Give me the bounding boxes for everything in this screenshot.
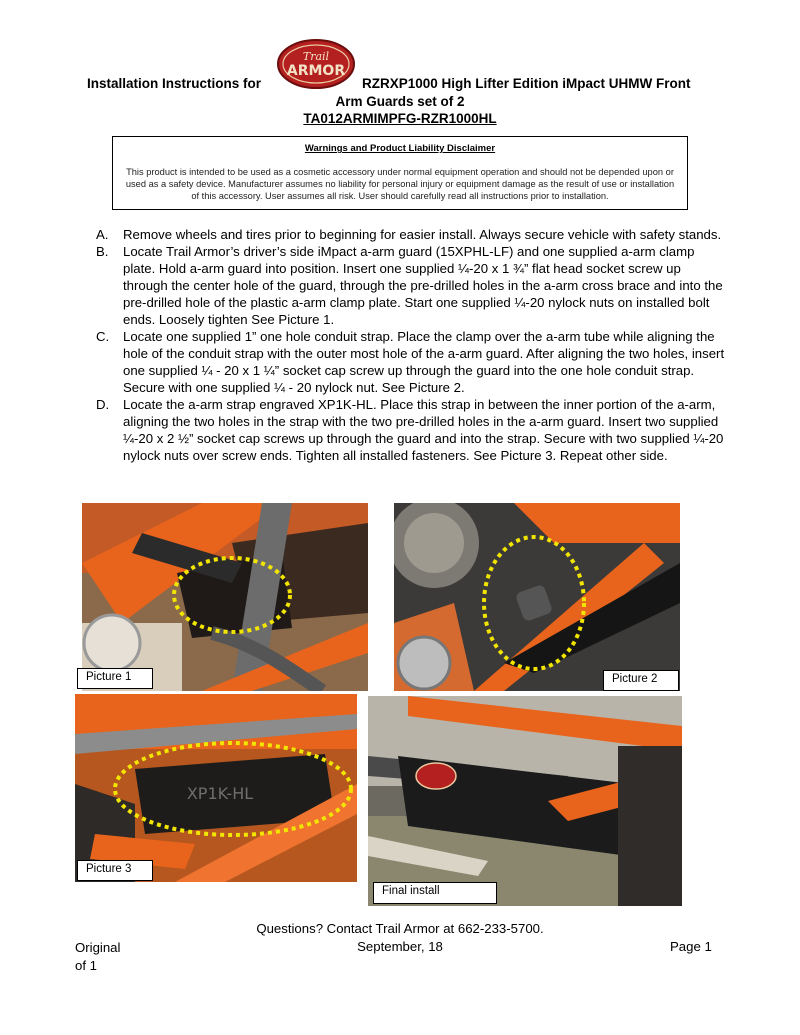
step-c xyxy=(96,328,726,396)
header-left-text: Installation Instructions for xyxy=(87,76,262,91)
contact-line: Questions? Contact Trail Armor at 662-233-5700. xyxy=(256,921,544,936)
part-number: TA012ARMIMPFG-RZR1000HL xyxy=(303,111,497,126)
final-install-photo xyxy=(368,696,682,906)
picture-2-photo xyxy=(394,503,680,691)
step-text: Remove wheels and tires prior to beginning for easier install. Always secure vehicle with safety stands. xyxy=(123,227,722,242)
step-letter: B. xyxy=(96,244,109,259)
picture-3-photo xyxy=(75,694,357,882)
footer-of-text: of 1 xyxy=(75,958,97,973)
step-b xyxy=(96,243,726,328)
step-d xyxy=(96,396,726,464)
disclaimer-box xyxy=(112,136,688,210)
step-letter: C. xyxy=(96,329,110,344)
step-text: Locate Trail Armor’s driver’s side iMpact a-arm guard (15XPHL-LF) and one supplied a-arm clamp plate. Hold a-arm guard into position. Insert one supplied ¼-20 x 1 ¾” flat head socket screw up through the center hole of the guard, through the pre-drilled holes in the a-arm cross brace and into the pre-drilled hole of the plastic a-arm clamp plate. Start one supplied ¼-20 nylock nuts on installed bolt ends. Loosely tighten See Picture 1. xyxy=(123,244,723,327)
svg-text:ARMOR: ARMOR xyxy=(286,63,346,79)
instruction-steps xyxy=(96,226,726,464)
disclaimer-text: This product is intended to be used as a cosmetic accessory under normal equipment operation and should not be depended upon or used as a safety device. Manufacturer assumes no liability for personal injury or equipment damage as the result of use or installation of this accessory. User assumes all risk. User should carefully read all instructions prior to installation. xyxy=(125,167,675,201)
picture-1-caption: Picture 1 xyxy=(77,668,153,689)
footer-date: September, 18 xyxy=(357,939,443,954)
step-text: Locate one supplied 1” one hole conduit strap. Place the clamp over the a-arm tube while aligning the hole of the conduit strap with the outer most hole of the a-arm guard. After aligning the two holes, insert one supplied ¼ - 20 x 1 ¼” socket cap screw up through the guard into the one hole conduit strap. Secure with one supplied ¼ - 20 nylock nut. See Picture 2. xyxy=(123,329,725,395)
final-install-caption: Final install xyxy=(373,882,497,904)
disclaimer-title: Warnings and Product Liability Disclaimer xyxy=(304,143,496,154)
picture-2-caption: Picture 2 xyxy=(603,670,679,691)
svg-text:Trail: Trail xyxy=(302,50,330,63)
picture-1-photo xyxy=(82,503,368,691)
step-text: Locate the a-arm strap engraved XP1K-HL. Place this strap in between the inner portion of the a-arm, aligning the two holes in the strap with the two pre-drilled holes in the a-arm guard. Insert two supplied ¼-20 x 2 ½” socket cap screws up through the guard and into the strap. Secure with two supplied ¼-20 nylock nuts over screw ends. Tighten all installed fasteners. See Picture 3. Repeat other side. xyxy=(123,397,724,463)
step-letter: A. xyxy=(96,227,109,242)
footer-original-text: Original xyxy=(75,940,121,955)
step-letter: D. xyxy=(96,397,110,412)
picture-3-caption: Picture 3 xyxy=(77,860,153,881)
header-title: RZRXP1000 High Lifter Edition iMpact UHMW Front xyxy=(362,76,691,91)
step-a xyxy=(96,226,726,243)
footer-page: Page 1 xyxy=(670,939,712,954)
svg-text:XP1K-HL: XP1K-HL xyxy=(186,784,254,803)
header-subtitle: Arm Guards set of 2 xyxy=(335,94,465,109)
trail-armor-logo xyxy=(276,38,356,90)
